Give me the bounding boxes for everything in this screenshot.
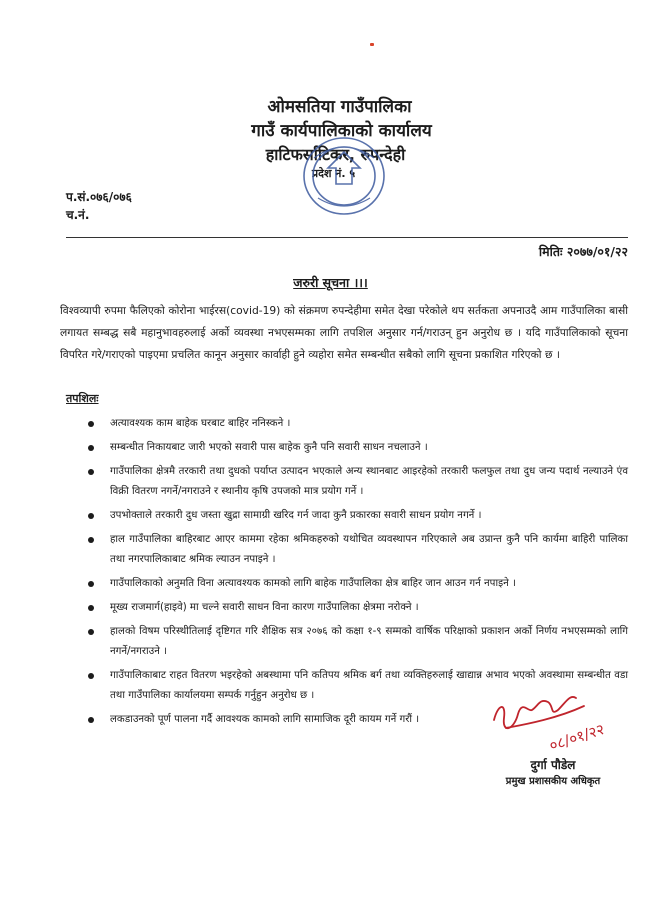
list-item-text: उपभोक्ताले तरकारी दुध जस्ता खुद्रा सामाग्री खरिद गर्न जादा कुनै प्रकारका सवारी साधन प्रयोग नगर्ने । bbox=[110, 510, 482, 521]
list-item-text: गाउँपालिकाबाट राहत वितरण भइरहेको अबस्थामा पनि कतिपय श्रमिक बर्ग तथा व्यक्तिहरुलाई खाद्यान्न अभाव भएको अवस्थामा सम्बन्धीत वडा तथा गाउँपालिका कार्यालयमा सम्पर्क गर्नुहुन अनुरोध छ । bbox=[110, 670, 628, 701]
office-seal-icon bbox=[288, 128, 400, 228]
list-item bbox=[88, 530, 628, 570]
office-name: गाउँ कार्यपालिकाको कार्यालय bbox=[251, 121, 432, 141]
list-item bbox=[88, 506, 628, 526]
list-item-text: लकडाउनको पूर्ण पालना गर्दै आवश्यक कामको लागि सामाजिक दूरी कायम गर्ने गरौं । bbox=[110, 714, 420, 725]
province-name: प्रदेश नं. ५ bbox=[311, 167, 356, 180]
divider bbox=[66, 237, 628, 238]
list-item-text: हालको विषम परिस्थीतिलाई दृष्टिगत गरि शैक्षिक सत्र २०७६ को कक्षा १-९ सम्मको वार्षिक परिक्षाको प्रकाशन अर्को निर्णय नभएसम्मको लागि नगर्ने/नगराउने । bbox=[110, 626, 628, 657]
subject-title: जरुरी सूचना ।।। bbox=[293, 275, 368, 290]
list-item bbox=[88, 414, 628, 434]
office-address: हाटिफर्साटिकर, रुपन्देही bbox=[265, 145, 406, 164]
list-title: तपशिलः bbox=[66, 392, 99, 405]
list-item bbox=[88, 438, 628, 458]
subject-line bbox=[0, 272, 661, 291]
list-item bbox=[88, 462, 628, 502]
bullet-icon bbox=[88, 717, 94, 723]
red-mark bbox=[370, 43, 374, 46]
list-item-text: अत्यावश्यक काम बाहेक घरबाट बाहिर ननिस्कने । bbox=[110, 418, 291, 429]
notice-date: मितिः २०७७/०१/२२ bbox=[538, 244, 628, 259]
reference-block bbox=[66, 188, 132, 224]
signer-name: दुर्गा पौडेल bbox=[530, 758, 576, 772]
bullet-icon bbox=[88, 469, 94, 475]
municipality-name: ओमसतिया गाउँपालिका bbox=[267, 97, 412, 117]
bullet-icon bbox=[88, 629, 94, 635]
intro-paragraph: विश्वव्यापी रुपमा फैलिएको कोरोना भाईरस(covid-19) को संक्रमण रुपन्देहीमा समेत देखा परेकोले थप सर्तकता अपनाउदै आम गाउँपालिका बासी लगायत सम्बद्ध सबै महानुभावहरुलाई अर्को व्यवस्था नभएसम्मका लागि तपशिल अनुसार गर्न/गराउन् हुन अनुरोध छ । यदि गाउँपालिकाको सूचना विपरित गरे/गराएको पाइएमा प्रचलित कानून अनुसार कार्वाही हुने व्यहोरा समेत सम्बन्धीत सबैको लागि सूचना प्रकाशित गरिएको छ । bbox=[60, 304, 628, 361]
bullet-icon bbox=[88, 537, 94, 543]
bullet-icon bbox=[88, 673, 94, 679]
list-item-text: मूख्य राजमार्ग(हाइवे) मा चल्ने सवारी साधन विना कारण गाउँपालिका क्षेत्रमा नरोक्ने । bbox=[110, 602, 419, 613]
list-item-text: गाउँपालिकाको अनुमति विना अत्यावश्यक कामको लागि बाहेक गाउँपालिका क्षेत्र बाहिर जान आउन गर्न नपाइने । bbox=[110, 578, 516, 589]
signer-block bbox=[488, 756, 618, 790]
bullet-icon bbox=[88, 445, 94, 451]
signer-title: प्रमुख प्रशासकीय अधिकृत bbox=[505, 776, 601, 787]
letter-number: प.सं.०७६/०७६ bbox=[66, 190, 132, 204]
list-item-text: हाल गाउँपालिका बाहिरबाट आएर काममा रहेका श्रमिकहरुको यथोचित व्यवस्थापन गरिएकाले अब उप्रान्त कुनै पनि कार्यमा बाहिरी पालिका तथा नगरपालिकाबाट श्रमिक ल्याउन नपाइने । bbox=[110, 534, 628, 565]
list-item bbox=[88, 622, 628, 662]
bullet-icon bbox=[88, 581, 94, 587]
bullet-icon bbox=[88, 513, 94, 519]
list-item bbox=[88, 574, 628, 594]
bullet-icon bbox=[88, 605, 94, 611]
list-item-text: गाउँपालिका क्षेत्रमै तरकारी तथा दुधको पर्याप्त उत्पादन भएकाले अन्य स्थानबाट आइरहेको तरकारी फलफुल तथा दुध जन्य पदार्थ नल्याउने एंव विक्री वितरण नगर्ने/नगराउने र स्थानीय कृषि उपजको मात्र प्रयोग गर्ने । bbox=[110, 466, 628, 497]
list-item-text: सम्बन्धीत निकायबाट जारी भएको सवारी पास बाहेक कुनै पनि सवारी साधन नचलाउने । bbox=[110, 442, 428, 453]
handwritten-signature bbox=[488, 684, 628, 764]
bullet-icon bbox=[88, 421, 94, 427]
list-item bbox=[88, 598, 628, 618]
dispatch-number: च.नं. bbox=[66, 208, 90, 222]
svg-text:०८/०१/२२: ०८/०१/२२ bbox=[546, 720, 607, 755]
